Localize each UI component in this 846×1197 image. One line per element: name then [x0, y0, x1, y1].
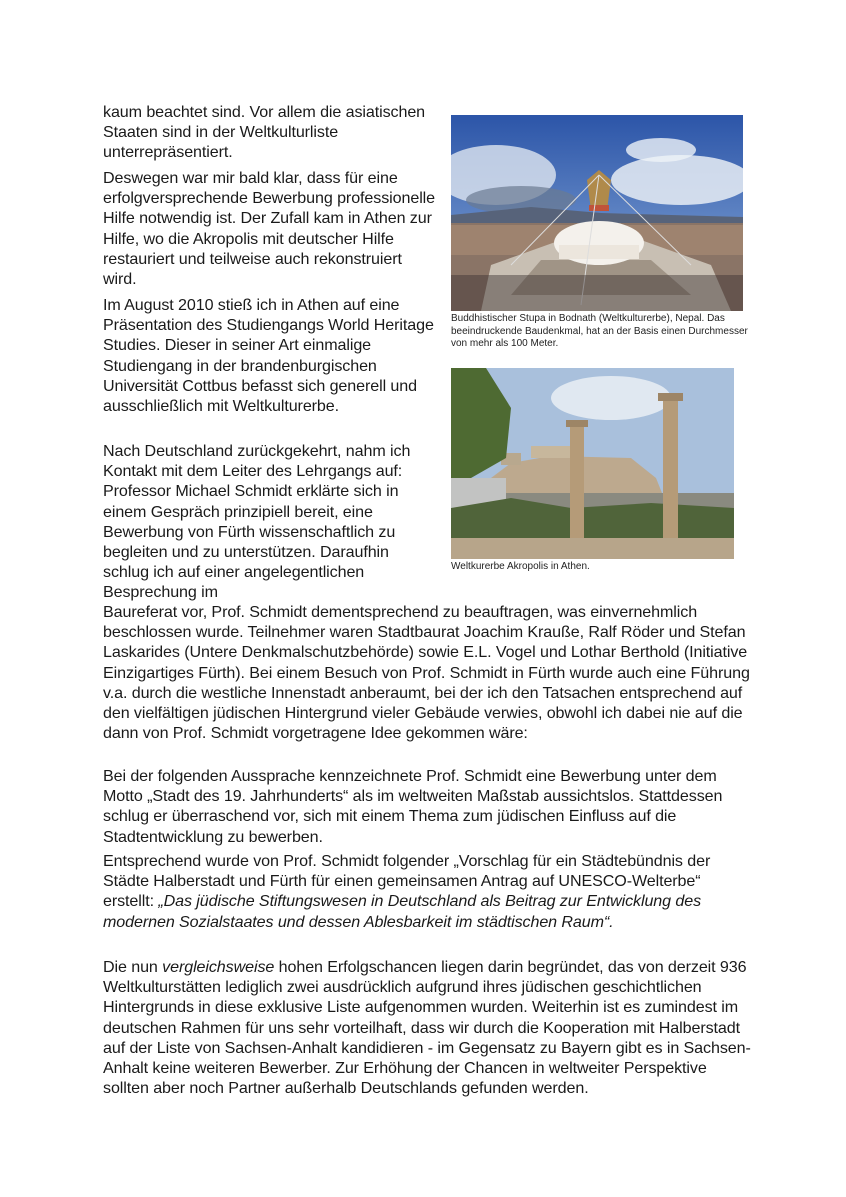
stupa-caption: Buddhistischer Stupa in Bodnath (Weltkulturerbe), Nepal. Das beeindruckende Baudenkmal, hat an der Basis einen Durchmesser von mehr als 100 Meter. [451, 313, 748, 350]
paragraph-baureferat: Baureferat vor, Prof. Schmidt dementsprechend zu beauftragen, was einvernehmlich beschlossen wurde. Teilnehmer waren Stadtbaurat Joachim Krauße, Ralf Röder und Stefan Laskarides (Untere Denkmalschutzbehörde) sowie E.L. Vogel und Lothar Berthold (Initiative Einzigartiges Fürth). Bei einem Besuch von Prof. Schmidt in Fürth wurde auch eine Führung v.a. durch die westliche Innenstadt anberaumt, bei der ich den Tatsachen entsprechend auf den vielfältigen jüdischen Hintergrund vieler Gebäude verwies, obwohl ich dabei nie auf die dann von Prof. Schmidt vorgetragene Idee gekommen wäre: [103, 603, 750, 743]
erfolgschancen-post: hohen Erfolgschancen liegen darin begründet, das von derzeit 936 Weltkulturstätten lediglich zwei ausdrücklich aufgrund ihres jüdischen geschichtlichen Hintergrunds in diese exklusive Liste aufgenommen wurden. Weiterhin ist es zumindest im deutschen Rahmen für uns sehr vorteilhaft, dass wir durch die Kooperation mit Halberstadt auf der Liste von Sachsen-Anhalt kandidieren - im Gegensatz zu Bayern gibt es in Sachsen-Anhalt keine weiteren Bewerber. Zur Erhöhung der Chancen in weltweiter Perspektive sollten aber noch Partner außerhalb Deutschlands gefunden werden. [103, 958, 751, 1098]
erfolgschancen-italic: vergleichsweise [162, 958, 275, 976]
erfolgschancen-pre: Die nun [103, 958, 163, 976]
vorschlag-title-italic: „Das jüdische Stiftungswesen in Deutschland als Beitrag zur Entwicklung des modernen Sozialstaates und dessen Ablesbarkeit im städtischen Raum“. [103, 892, 702, 931]
paragraph-vorschlag [103, 851, 753, 932]
paragraph-kontakt: Nach Deutschland zurückgekehrt, nahm ich Kontakt mit dem Leiter des Lehrgangs auf: Professor Michael Schmidt erklärte sich in einem Gespräch prinzipiell bereit, eine Bewerbung von Fürth wissenschaftlich zu begleiten und zu unterstützen. Daraufhin schlug ich auf einer angelegentlichen Besprechung im [103, 442, 411, 602]
paragraph-erfolgschancen [103, 957, 753, 1098]
paragraph-intro: kaum beachtet sind. Vor allem die asiatischen Staaten sind in der Weltkulturliste unterrepräsentiert. [103, 103, 426, 162]
akropolis-image [451, 368, 734, 559]
akropolis-photo [451, 368, 734, 559]
akropolis-caption: Weltkurerbe Akropolis in Athen. [451, 561, 590, 572]
vorschlag-text: Entsprechend wurde von Prof. Schmidt folgender „Vorschlag für ein Städtebündnis der Städte Halberstadt und Fürth für einen gemeinsamen Antrag auf UNESCO-Welterbe“ erstellt: [103, 852, 711, 911]
paragraph-august-2010: Im August 2010 stieß ich in Athen auf eine Präsentation des Studiengangs World Heritage Studies. Dieser in seiner Art einmalige Studiengang in der brandenburgischen Universität Cottbus befasst sich generell und ausschließlich mit Weltkulturerbe. [103, 296, 434, 416]
paragraph-bewerbung: Deswegen war mir bald klar, dass für eine erfolgversprechende Bewerbung professionelle Hilfe notwendig ist. Der Zufall kam in Athen zur Hilfe, wo die Akropolis mit deutscher Hilfe restauriert und teilweise auch rekonstruiert wird. [103, 169, 435, 289]
paragraph-aussprache: Bei der folgenden Aussprache kennzeichnete Prof. Schmidt eine Bewerbung unter dem Motto „Stadt des 19. Jahrhunderts“ als im weltweiten Maßstab aussichtslos. Stattdessen schlug er überraschend vor, sich mit einem Thema zum jüdischen Einfluss auf die Stadtentwicklung zu bewerben. [103, 767, 723, 846]
stupa-photo [451, 115, 743, 311]
stupa-image [451, 115, 743, 311]
